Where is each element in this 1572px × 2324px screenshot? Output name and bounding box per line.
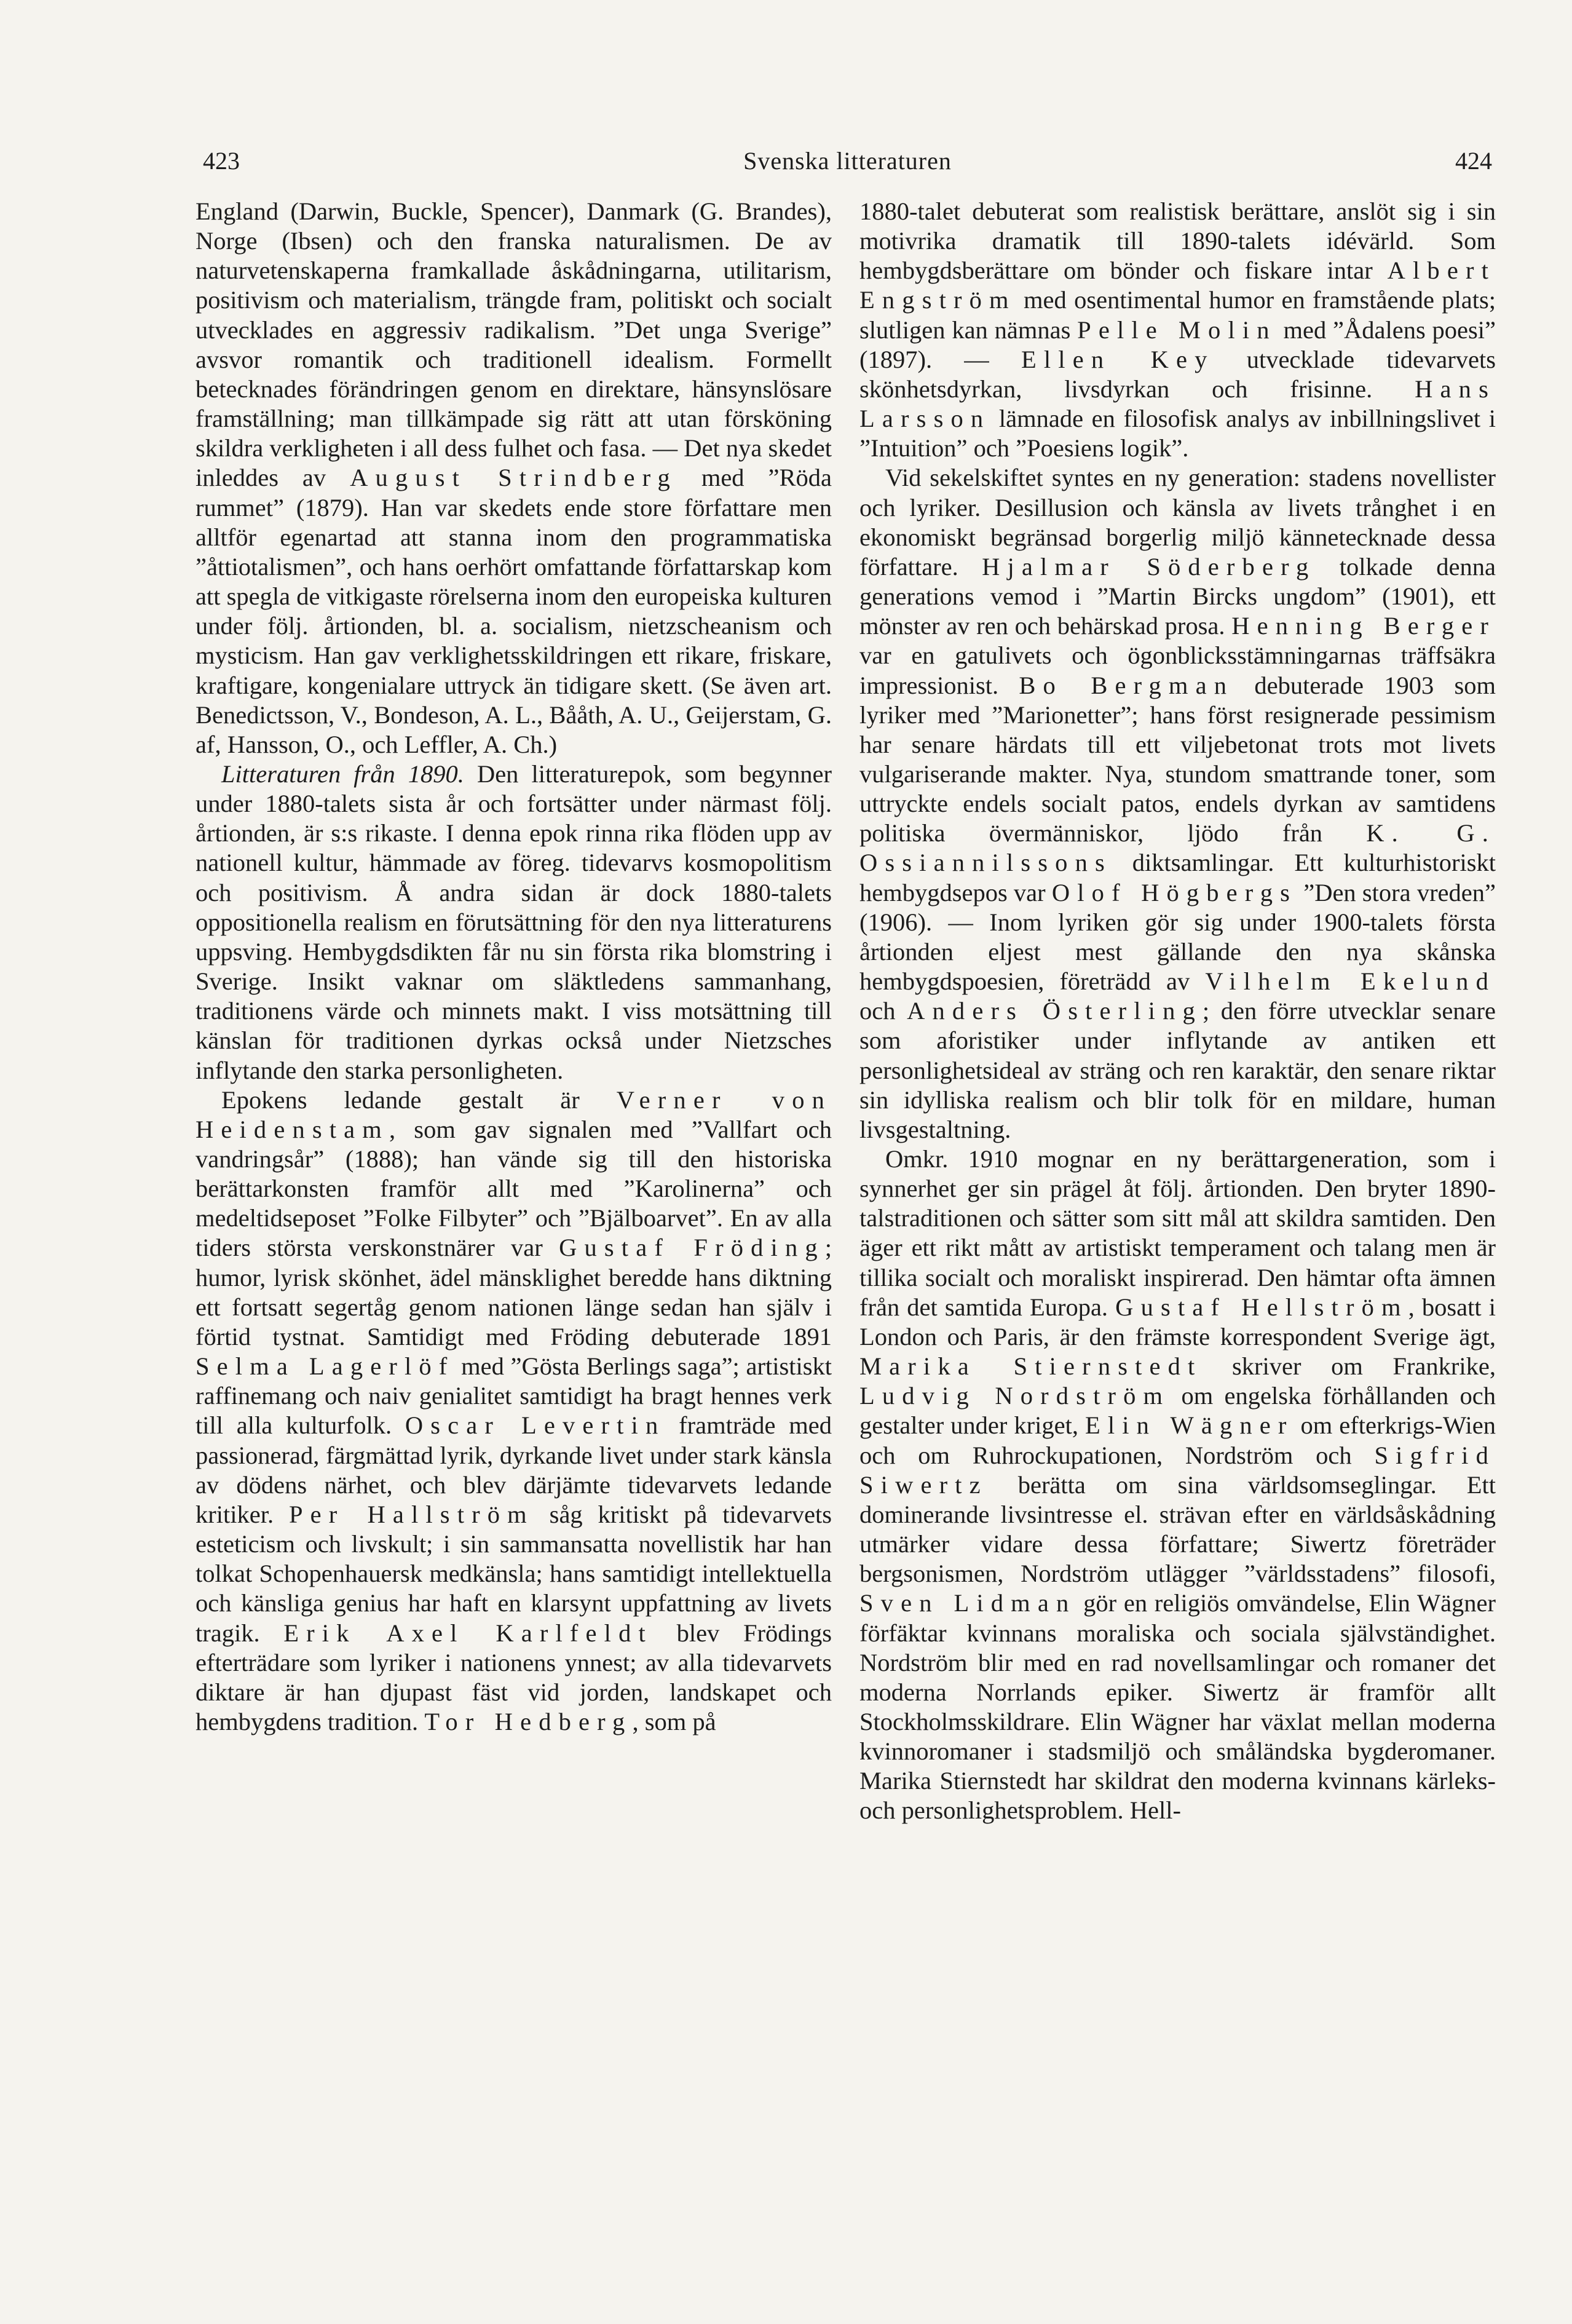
author-name: Anders Österling: [907, 997, 1203, 1025]
author-name: Sigfrid Siwertz: [859, 1441, 1496, 1499]
author-name: Gustaf Hellström: [1115, 1293, 1408, 1321]
author-name: Verner von Heidenstam: [196, 1085, 832, 1143]
author-name: Tor Hedberg: [424, 1707, 633, 1735]
paragraph: Omkr. 1910 mognar en ny berättargeneration, som i synnerhet ger sin prägel åt följ. årtionden. Den bryter 1890-talstraditionen och sätter som sitt mål att skildra samtiden. Den äger ett rikt mått av artistiskt temperament och talang men är tillika socialt och moraliskt inspirerad. Den hämtar ofta ämnen från det samtida Europa. Gustaf Hellström, bosatt i London och Paris, är den främste korrespondent Sverige ägt, Marika Stiernstedt skriver om Frankrike, Ludvig Nordström om engelska förhållanden och gestalter under kriget, Elin Wägner om efterkrigs-Wien och om Ruhrockupationen, Nordström och Sigfrid Siwertz berätta om sina världsomseglingar. Ett dominerande livsintresse el. strävan efter en världsåskådning utmärker vidare dessa författare; Siwertz företräder bergsonismen, Nordström utlägger ”världsstadens” filosofi, Sven Lidman gör en religiös omvändelse, Elin Wägner förfäktar kvinnans moraliska och sociala självständighet. Nordström blir med en rad novellsamlingar och romaner det moderna Norrlands epiker. Siwertz är framför allt Stockholmsskildrare. Elin Wägner har växlat mellan moderna kvinnoromaner i stadsmiljö och småländska bygderomaner. Marika Stiernstedt har skildrat den moderna kvinnans kärleks- och personlighetsproblem. Hell-: [859, 1145, 1496, 1825]
author-name: Ellen Key: [1021, 345, 1215, 373]
section-heading: Litteraturen från 1890.: [221, 759, 464, 788]
author-name: Henning Berger: [1231, 612, 1496, 640]
author-name: Vilhelm Ekelund: [1205, 967, 1496, 996]
author-name: Selma Lagerlöf: [196, 1352, 455, 1381]
author-name: Sven Lidman: [859, 1589, 1076, 1617]
author-name: Per Hallström: [288, 1500, 534, 1528]
author-name: Gustaf Fröding: [559, 1234, 825, 1262]
author-name: Ludvig Nordström: [859, 1382, 1171, 1410]
paragraph: Epokens ledande gestalt är Verner von Heidenstam, som gav signalen med ”Vallfart och vandringsår” (1888); han vände sig till den historiska berättarkonsten framför allt med ”Karolinerna” och medeltidseposet ”Folke Filbyter” och ”Bjälboarvet”. En av alla tiders största verskonstnärer var Gustaf Fröding; humor, lyrisk skönhet, ädel mänsklighet beredde hans diktning ett fortsatt segertåg genom nationen länge sedan han själv i förtid tystnat. Samtidigt med Fröding debuterade 1891 Selma Lagerlöf med ”Gösta Berlings saga”; artistiskt raffinemang och naiv genialitet samtidigt ha bragt hennes verk till alla kulturfolk. Oscar Levertin framträde med passionerad, färgmättad lyrik, dyrkande livet under stark känsla av dödens närhet, och blev därjämte tidevarvets ledande kritiker. Per Hallström såg kritiskt på tidevarvets esteticism och livskult; i sin sammansatta novellistik har han tolkat Schopenhauersk medkänsla; hans samtidigt intellektuella och känsliga genius har haft en klarsynt uppfattning av livets tragik. Erik Axel Karlfeldt blev Frödings efterträdare som lyriker i nationens ynnest; av alla tidevarvets diktare är han djupast fäst vid jorden, landskapet och hembygdens tradition. Tor Hedberg, som på: [196, 1085, 832, 1735]
author-name: Bo Bergman: [1019, 671, 1234, 699]
left-column: [196, 197, 832, 1737]
author-name: Marika Stiernstedt: [859, 1352, 1203, 1381]
author-name: Elin Wägner: [1084, 1411, 1294, 1440]
right-column: [859, 197, 1496, 1826]
author-name: Erik Axel Karlfeldt: [283, 1619, 653, 1647]
paragraph: Vid sekelskiftet syntes en ny generation: stadens novellister och lyriker. Desillusion och känsla av livets trånghet i en ekonomiskt begränsad borgerlig miljö kännetecknade dessa författare. Hjalmar Söderberg tolkade denna generations vemod i ”Martin Bircks ungdom” (1901), ett mönster av ren och behärskad prosa. Henning Berger var en gatulivets och ögonblicksstämningarnas träffsäkra impressionist. Bo Bergman debuterade 1903 som lyriker med ”Marionetter”; hans först resignerade pessimism har senare härdats till ett viljebetonat trots mot livets vulgariserande makter. Nya, stundom smattrande toner, som uttryckte endels socialt patos, endels dyrkan av samtidens politiska övermänniskor, ljödo från K. G. Ossiannilssons diktsamlingar. Ett kulturhistoriskt hembygdsepos var Olof Högbergs ”Den stora vreden” (1906). — Inom lyriken gör sig under 1900-talets första årtionden eljest mest gällande den nya skånska hembygdspoesien, företrädd av Vilhelm Ekelund och Anders Österling; den förre utvecklar senare som aforistiker under inflytande av antiken ett personlighetsideal av sträng och ren karaktär, den senare riktar sin idylliska realism och blir tolk för en mildare, human livsgestaltning.: [859, 464, 1496, 1143]
paragraph: England (Darwin, Buckle, Spencer), Danmark (G. Brandes), Norge (Ibsen) och den franska naturalismen. De av naturvetenskaperna framkallade åskådningarna, utilitarism, positivism och materialism, trängde fram, politiskt och socialt utvecklades en aggressiv radikalism. ”Det unga Sverige” avsvor romantik och traditionell idealism. Formellt betecknades förändringen genom en direktare, hänsynslösare framställning; man tillkämpade sig rätt att utan försköning skildra verkligheten i all dess fulhet och fasa. — Det nya skedet inleddes av August Strindberg med ”Röda rummet” (1879). Han var skedets ende store författare men alltför egenartad att stanna inom den programmatiska ”åttiotalismen”, och hans oerhört omfattande författarskap kom att spegla de vitkigaste rörelserna inom den europeiska kulturen under följ. årtionden, bl. a. socialism, nietzscheanism och mysticism. Han gav verklighetsskildringen ett rikare, friskare, kraftigare, kongenialare uttryck än tidigare skett. (Se även art. Benedictsson, V., Bondeson, A. L., Bååth, A. U., Geijerstam, G. af, Hansson, O., och Leffler, A. Ch.): [196, 197, 832, 758]
author-name: Hans Larsson: [859, 375, 1496, 433]
page-number-left: 423: [203, 147, 240, 175]
author-name: Hjalmar Söderberg: [982, 552, 1316, 581]
author-name: K. G. Ossiannilssons: [859, 819, 1496, 877]
author-name: Olof Högbergs: [1051, 878, 1298, 906]
running-title: Svenska litteraturen: [743, 147, 952, 175]
page-number-right: 424: [1455, 147, 1492, 175]
author-name: Albert Engström: [859, 256, 1496, 314]
author-name: August Strindberg: [350, 464, 677, 492]
author-name: Pelle Molin: [1077, 315, 1277, 344]
paragraph: Litteraturen från 1890. Den litteraturepok, som begynner under 1880-talets sista år och fortsätter under närmast följ. årtionden, är s:s rikaste. I denna epok rinna rika flöden upp av nationell kultur, hämmade av föreg. tidevarvs kosmopolitism och positivism. Å andra sidan är dock 1880-talets oppositionella realism en förutsättning för den nya litteraturens uppsving. Hembygdsdikten får nu sin första rika blomstring i Sverige. Insikt vaknar om släktledens sammanhang, traditionens värde och minnets makt. I viss motsättning till känslan för traditionen dyrkas också under Nietzsches inflytande den starka personligheten.: [196, 759, 832, 1084]
paragraph: 1880-talet debuterat som realistisk berättare, anslöt sig i sin motivrika dramatik till 1890-talets idévärld. Som hembygdsberättare om bönder och fiskare intar Albert Engström med osentimental humor en framstående plats; slutligen kan nämnas Pelle Molin med ”Ådalens poesi” (1897). — Ellen Key utvecklade tidevarvets skönhetsdyrkan, livsdyrkan och frisinne. Hans Larsson lämnade en filosofisk analys av inbillningslivet i ”Intuition” och ”Poesiens logik”.: [859, 197, 1496, 462]
running-head: [203, 146, 1492, 186]
author-name: Oscar Levertin: [405, 1411, 666, 1440]
